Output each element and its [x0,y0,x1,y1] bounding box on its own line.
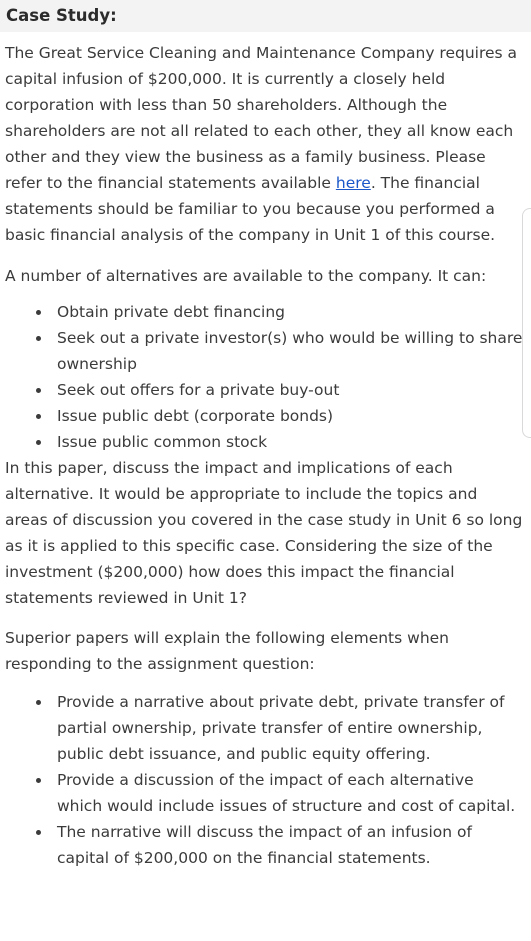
alternatives-intro: A number of alternatives are available to the company. It can: [5,267,487,285]
scroll-edge-indicator[interactable] [522,208,531,438]
list-item: Issue public common stock [5,429,523,455]
list-item: Seek out a private investor(s) who would be willing to share ownership [5,325,523,377]
alternatives-list [5,299,523,455]
intro-text-after-link: . The financial statements should be familiar to you because you performed a basic financial analysis of the company in Unit 1 of this course. [5,174,496,244]
case-study-header [0,0,531,32]
list-item: Provide a discussion of the impact of each alternative which would include issues of structure and cost of capital. [5,767,523,819]
discussion-paragraph: In this paper, discuss the impact and implications of each alternative. It would be appropriate to include the topics and areas of discussion you covered in the case study in Unit 6 so long as it is applied to this specific case. Considering the size of the investment ($200,000) how does this impact the financial statements reviewed in Unit 1? [5,459,523,607]
intro-paragraph [5,40,523,248]
list-item: Issue public debt (corporate bonds) [5,403,523,429]
list-item: The narrative will discuss the impact of an infusion of capital of $200,000 on the financial statements. [5,819,523,871]
elements-list [5,689,523,871]
list-item: Provide a narrative about private debt, private transfer of partial ownership, private transfer of entire ownership, public debt issuance, and public equity offering. [5,689,523,767]
superior-papers-intro: Superior papers will explain the following elements when responding to the assignment question: [5,629,449,673]
list-item: Obtain private debt financing [5,299,523,325]
intro-text-before-link: The Great Service Cleaning and Maintenance Company requires a capital infusion of $200,000. It is currently a closely held corporation with less than 50 shareholders. Although the shareholders are not all related to each other, they all know each other and they view the business as a family business. Please refer to the financial statements available [5,44,518,192]
case-study-content [5,40,523,871]
list-item: Seek out offers for a private buy-out [5,377,523,403]
page-title: Case Study: [6,6,117,25]
financial-statements-link[interactable]: here [335,174,371,192]
